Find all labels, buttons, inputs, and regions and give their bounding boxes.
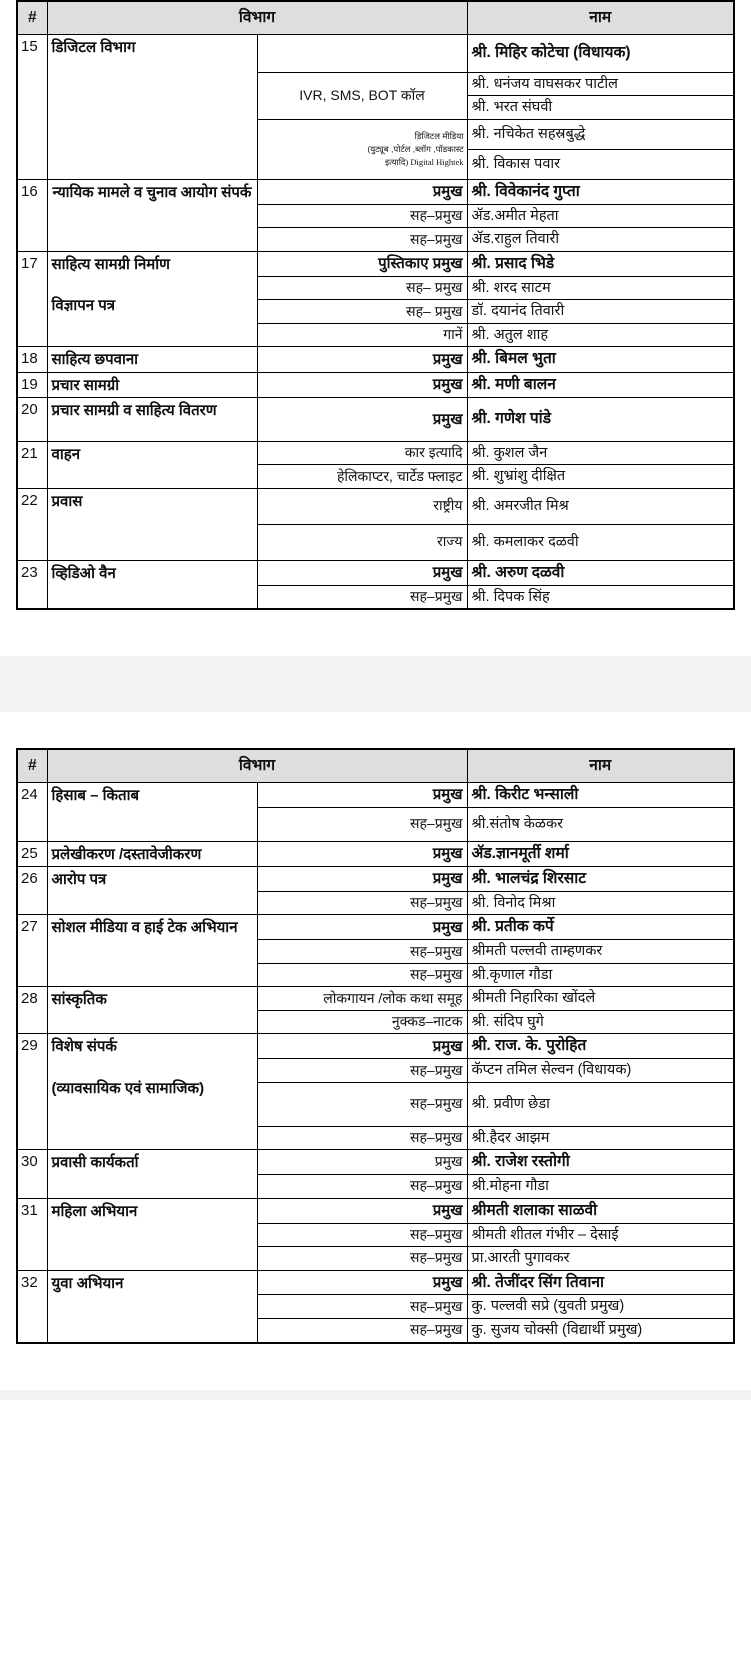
person-name-cell: श्री. दिपक सिंह <box>467 585 734 609</box>
sub-role-cell: सह–प्रमुख <box>257 1295 467 1319</box>
table-row <box>17 1034 734 1059</box>
sub-role-cell: सह–प्रमुख <box>257 228 467 252</box>
table-header-row-2 <box>17 749 734 782</box>
table-header <box>17 1 734 34</box>
department-cell <box>47 841 257 866</box>
person-name-cell: श्रीमती निहारिका खोंदले <box>467 987 734 1011</box>
department-cell <box>47 441 257 488</box>
table-header-row <box>17 1 734 34</box>
row-number-cell: 26 <box>17 867 47 915</box>
department-cell <box>47 372 257 397</box>
department-label: सोशल मीडिया व हाई टेक अभियान <box>51 919 238 937</box>
department-label: न्यायिक मामले व चुनाव आयोग संपर्क <box>52 183 252 201</box>
department-cell <box>47 987 257 1034</box>
row-number-cell: 19 <box>17 372 47 397</box>
sub-role-cell: प्रमुख <box>257 867 467 892</box>
sub-role-cell: प्रमुख <box>257 372 467 397</box>
department-cell <box>47 915 257 987</box>
person-name-cell: श्री. नचिकेत सहस्रबुद्धे <box>467 119 734 149</box>
person-name-cell: श्री. राज. के. पुरोहित <box>467 1034 734 1059</box>
department-cell <box>47 397 257 441</box>
department-label: प्रलेखीकरण /दस्तावेजीकरण <box>51 845 202 863</box>
person-name-cell: श्री. प्रतीक कर्पे <box>467 915 734 940</box>
department-cell <box>47 1198 257 1270</box>
table-row <box>17 841 734 866</box>
sub-role-cell: सह–प्रमुख <box>257 891 467 915</box>
sub-role-cell: सह–प्रमुख <box>257 963 467 987</box>
department-table-part-2 <box>16 748 735 1343</box>
department-cell <box>47 1150 257 1198</box>
sub-role-cell: सह–प्रमुख <box>257 807 467 841</box>
department-label: व्हिडिओ वैन <box>51 564 116 582</box>
department-label: वाहन <box>51 445 81 463</box>
row-number-cell: 17 <box>17 251 47 346</box>
table-row <box>17 1198 734 1223</box>
column-header-department: विभाग <box>47 1 467 34</box>
person-name-cell: श्रीमती पल्लवी ताम्हणकर <box>467 940 734 964</box>
column-header-number: # <box>17 1 47 34</box>
row-number-cell: 21 <box>17 441 47 488</box>
person-name-cell: श्री. तेजींदर सिंग तिवाना <box>467 1270 734 1295</box>
table-header-2 <box>17 749 734 782</box>
sub-role-cell: राज्य <box>257 524 467 560</box>
person-name-cell: श्री. विकास पवार <box>467 149 734 179</box>
person-name-cell: श्री. बिमल भुता <box>467 347 734 372</box>
department-cell <box>47 179 257 251</box>
sub-role-cell: प्रमुख <box>257 560 467 585</box>
table-row <box>17 987 734 1011</box>
row-number-cell: 28 <box>17 987 47 1034</box>
department-label: प्रवास <box>51 492 83 510</box>
row-number-cell: 20 <box>17 397 47 441</box>
row-number-cell: 31 <box>17 1198 47 1270</box>
department-label: महिला अभियान <box>51 1202 138 1220</box>
table-row <box>17 488 734 524</box>
bottom-spacer <box>0 1344 751 1390</box>
sub-role-cell: प्रमुख <box>257 347 467 372</box>
table-body-2 <box>17 782 734 1342</box>
person-name-cell: डॉ. दयानंद तिवारी <box>467 300 734 324</box>
sub-role-cell: सह– प्रमुख <box>257 276 467 300</box>
sub-role-cell: प्रमुख <box>257 915 467 940</box>
sub-role-cell <box>257 119 467 179</box>
person-name-cell: ॲड.ज्ञानमूर्ती शर्मा <box>467 841 734 866</box>
sub-role-cell: राष्ट्रीय <box>257 488 467 524</box>
sub-role-cell: सह–प्रमुख <box>257 1175 467 1199</box>
sub-role-cell: प्रमुख <box>257 397 467 441</box>
page-gap-white-bottom <box>0 712 751 748</box>
page-gap-white-top <box>0 610 751 656</box>
column-header-name-2: नाम <box>467 749 734 782</box>
sub-role-cell: सह–प्रमुख <box>257 1082 467 1126</box>
sub-role-cell: सह–प्रमुख <box>257 1223 467 1247</box>
table-row <box>17 372 734 397</box>
sub-role-cell: पुस्तिकाए प्रमुख <box>257 251 467 276</box>
table-row <box>17 34 734 72</box>
person-name-cell: श्री. संदिप घुगे <box>467 1010 734 1034</box>
department-cell <box>47 782 257 841</box>
person-name-cell: कु. पल्लवी सप्रे (युवती प्रमुख) <box>467 1295 734 1319</box>
department-cell <box>47 347 257 372</box>
table-body <box>17 34 734 609</box>
sub-role-cell: सह–प्रमुख <box>257 1318 467 1342</box>
person-name-cell: श्री.कृणाल गौडा <box>467 963 734 987</box>
department-label-secondary: विज्ञापन पत्र <box>51 297 116 315</box>
sub-role-cell: नुक्कड–नाटक <box>257 1010 467 1034</box>
person-name-cell: श्री. राजेश रस्तोगी <box>467 1150 734 1175</box>
table-row <box>17 867 734 892</box>
bottom-separator-band <box>0 1390 751 1400</box>
person-name-cell: श्री.संतोष केळकर <box>467 807 734 841</box>
person-name-cell: श्री.मोहना गौडा <box>467 1175 734 1199</box>
sub-role-cell: प्रमुख <box>257 1150 467 1175</box>
department-label: प्रचार सामग्री <box>51 376 120 394</box>
person-name-cell: श्री. प्रसाद भिडे <box>467 251 734 276</box>
person-name-cell: श्रीमती शलाका साळवी <box>467 1198 734 1223</box>
table-row <box>17 782 734 807</box>
person-name-cell: ॲड.अमीत मेहता <box>467 204 734 228</box>
person-name-cell: श्री. भरत संघवी <box>467 96 734 120</box>
sub-role-cell: सह–प्रमुख <box>257 940 467 964</box>
row-number-cell: 15 <box>17 34 47 179</box>
department-label-secondary: (व्यावसायिक एवं सामाजिक) <box>51 1079 205 1097</box>
sub-role-cell: सह– प्रमुख <box>257 300 467 324</box>
person-name-cell: कु. सुजय चोक्सी (विद्यार्थी प्रमुख) <box>467 1318 734 1342</box>
sub-role-cell: प्रमुख <box>257 1198 467 1223</box>
person-name-cell: श्री. मणी बालन <box>467 372 734 397</box>
department-label: सांस्कृतिक <box>51 991 107 1009</box>
person-name-cell: श्री. भालचंद्र शिरसाट <box>467 867 734 892</box>
department-cell <box>47 1270 257 1342</box>
row-number-cell: 23 <box>17 560 47 609</box>
person-name-cell: ॲड.राहुल तिवारी <box>467 228 734 252</box>
table-row <box>17 915 734 940</box>
person-name-cell: श्री. शुभ्रांशु दीक्षित <box>467 465 734 489</box>
row-number-cell: 22 <box>17 488 47 560</box>
person-name-cell: श्री. प्रवीण छेडा <box>467 1082 734 1126</box>
department-label: साहित्य छपवाना <box>51 351 139 369</box>
person-name-cell: प्रा.आरती पुगावकर <box>467 1247 734 1271</box>
sub-role-line-3: इत्यादि) Digital Hightek <box>384 156 464 167</box>
sub-role-cell: कार इत्यादि <box>257 441 467 465</box>
person-name-cell: श्री. अतुल शाह <box>467 323 734 347</box>
sub-role-cell: प्रमुख <box>257 841 467 866</box>
sub-role-cell: प्रमुख <box>257 782 467 807</box>
sub-role-cell: प्रमुख <box>257 1270 467 1295</box>
person-name-cell: श्री. अमरजीत मिश्र <box>467 488 734 524</box>
person-name-cell: श्री. किरीट भन्साली <box>467 782 734 807</box>
department-cell <box>47 560 257 609</box>
table-row <box>17 347 734 372</box>
department-label: प्रचार सामग्री व साहित्य वितरण <box>51 401 217 419</box>
person-name-cell: कॅप्टन तमिल सेल्वन (विधायक) <box>467 1059 734 1083</box>
department-cell <box>47 34 257 179</box>
table-row <box>17 179 734 204</box>
sub-role-cell: प्रमुख <box>257 1034 467 1059</box>
person-name-cell: श्रीमती शीतल गंभीर – देसाई <box>467 1223 734 1247</box>
department-cell <box>47 1034 257 1150</box>
person-name-cell: श्री. कमलाकर दळवी <box>467 524 734 560</box>
sub-role-cell: सह–प्रमुख <box>257 1247 467 1271</box>
sub-role-cell: प्रमुख <box>257 179 467 204</box>
page-separator-band <box>0 656 751 712</box>
table-row <box>17 441 734 465</box>
department-cell <box>47 488 257 560</box>
sub-role-line-1: डिजिटल मीडिया <box>414 131 464 142</box>
department-label: डिजिटल विभाग <box>51 38 136 56</box>
table-row <box>17 251 734 276</box>
sub-role-line-2: (युट्यूब ,पोर्टल ,ब्लॉग ,पॉडकास्ट <box>367 144 464 155</box>
department-table-part-1 <box>16 0 735 610</box>
column-header-department-2: विभाग <box>47 749 467 782</box>
department-label: प्रवासी कार्यकर्ता <box>51 1154 139 1172</box>
row-number-cell: 24 <box>17 782 47 841</box>
department-label: विशेष संपर्क <box>51 1038 117 1056</box>
table-row <box>17 560 734 585</box>
row-number-cell: 32 <box>17 1270 47 1342</box>
table-row <box>17 1150 734 1175</box>
department-label: साहित्य सामग्री निर्माण <box>51 255 171 273</box>
column-header-name: नाम <box>467 1 734 34</box>
department-cell <box>47 251 257 346</box>
column-header-number-2: # <box>17 749 47 782</box>
sub-role-cell: हेलिकाप्टर, चार्टेड फ्लाइट <box>257 465 467 489</box>
row-number-cell: 16 <box>17 179 47 251</box>
sub-role-cell: सह–प्रमुख <box>257 585 467 609</box>
sub-role-cell: सह–प्रमुख <box>257 204 467 228</box>
person-name-cell: श्री. अरुण दळवी <box>467 560 734 585</box>
table-row <box>17 397 734 441</box>
table-row <box>17 1270 734 1295</box>
department-label: आरोप पत्र <box>51 871 107 888</box>
person-name-cell: श्री. धनंजय वाघसकर पाटील <box>467 72 734 96</box>
sub-role-cell: सह–प्रमुख <box>257 1126 467 1150</box>
row-number-cell: 27 <box>17 915 47 987</box>
sub-role-cell: गानें <box>257 323 467 347</box>
person-name-cell: श्री. विनोद मिश्रा <box>467 891 734 915</box>
row-number-cell: 18 <box>17 347 47 372</box>
sub-role-cell: लोकगायन /लोक कथा समूह <box>257 987 467 1011</box>
sub-role-cell: सह–प्रमुख <box>257 1059 467 1083</box>
sub-role-cell: IVR, SMS, BOT कॉल <box>257 72 467 119</box>
person-name-cell: श्री. मिहिर कोटेचा (विधायक) <box>467 34 734 72</box>
sub-role-cell <box>257 34 467 72</box>
person-name-cell: श्री. गणेश पांडे <box>467 397 734 441</box>
row-number-cell: 30 <box>17 1150 47 1198</box>
person-name-cell: श्री. विवेकानंद गुप्ता <box>467 179 734 204</box>
department-label: हिसाब – किताब <box>51 786 140 804</box>
person-name-cell: श्री.हैदर आझम <box>467 1126 734 1150</box>
department-cell <box>47 867 257 915</box>
department-label: युवा अभियान <box>51 1274 124 1292</box>
row-number-cell: 25 <box>17 841 47 866</box>
person-name-cell: श्री. कुशल जैन <box>467 441 734 465</box>
row-number-cell: 29 <box>17 1034 47 1150</box>
person-name-cell: श्री. शरद साटम <box>467 276 734 300</box>
